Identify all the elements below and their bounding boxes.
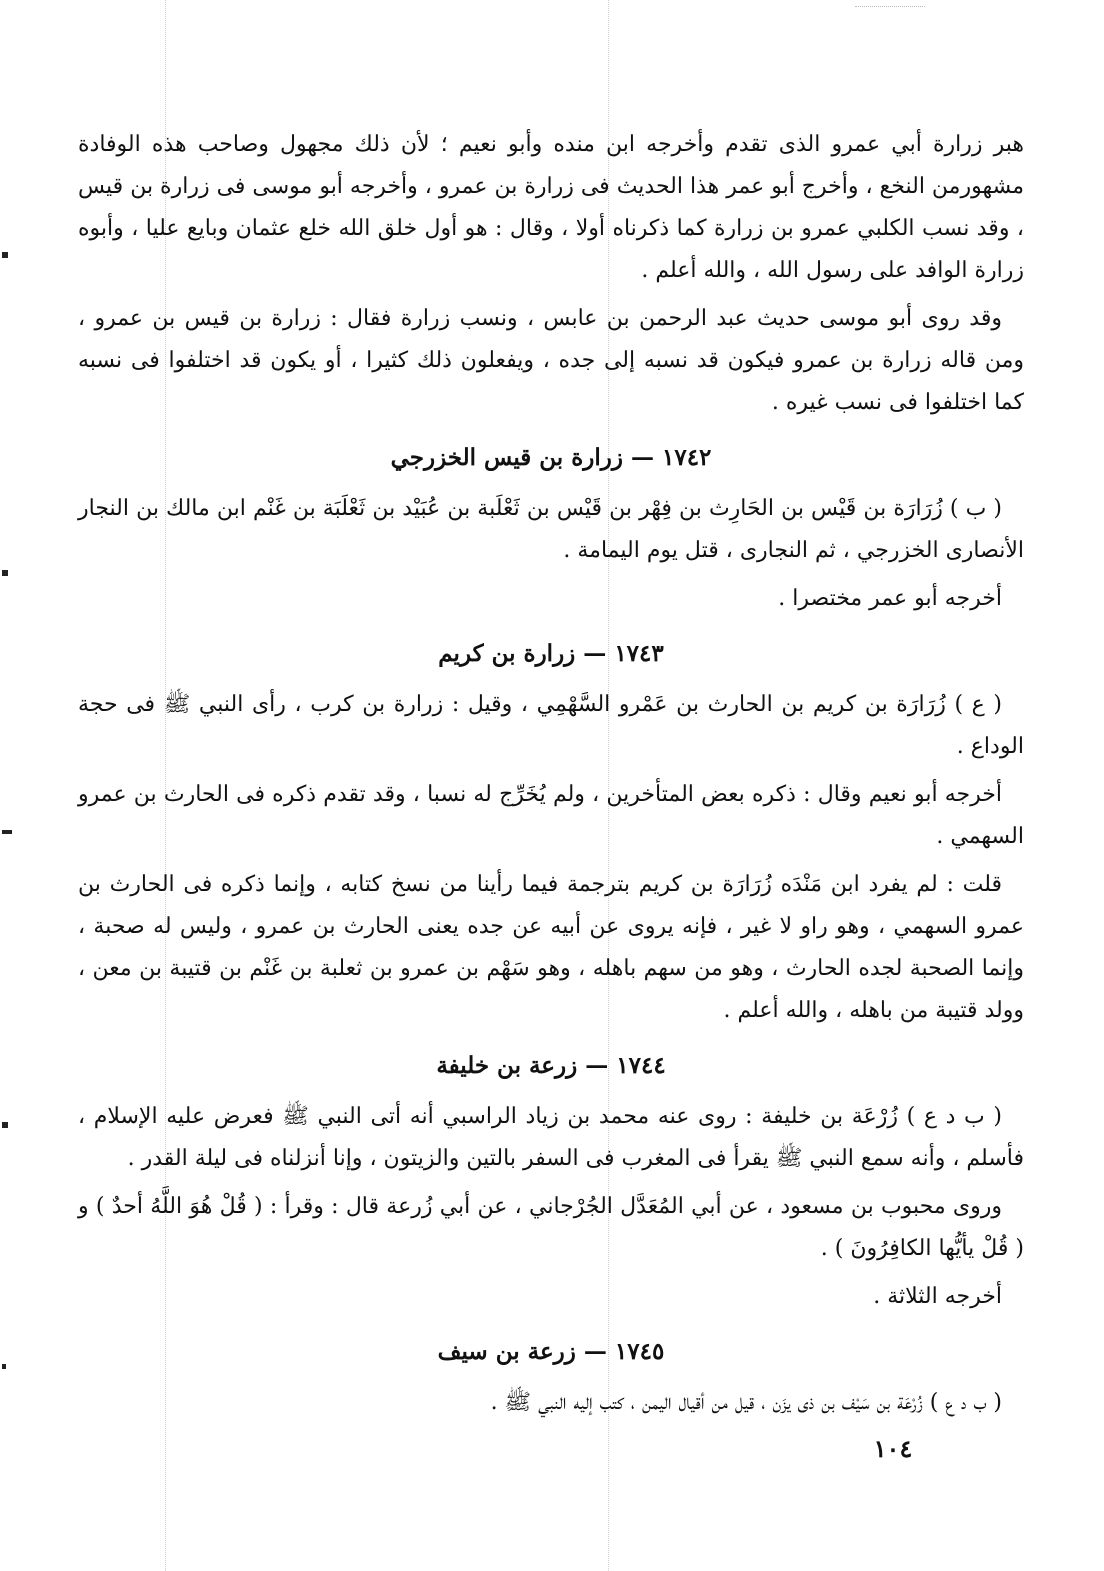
entry-heading-1742: ١٧٤٢ — زرارة بن قيس الخزرجي	[390, 444, 712, 471]
margin-mark	[2, 570, 8, 576]
entry-heading-1744: ١٧٤٤ — زرعة بن خليفة	[436, 1052, 666, 1079]
paragraph-1744-source: أخرجه الثلاثة .	[873, 1284, 1002, 1309]
paragraph-1743-lineage: ( ع ) زُرَارَة بن كريم بن الحارث بن عَمْرو السَّهْمِي ، وقيل : زرارة بن كرب ، رأى النبي ﷺ فى حجة الوداع .	[78, 692, 1024, 759]
paragraph-1744-narration: ( ب د ع ) زُرْعَة بن خليفة : روى عنه محمد بن زياد الراسبي أنه أتى النبي ﷺ فعرض عليه الإسلام ، فأسلم ، وأنه سمع النبي ﷺ يقرأ فى المغرب فى السفر بالتين والزيتون ، وإنا أنزلناه فى ليلة القدر .	[78, 1104, 1024, 1171]
paragraph-1742-source: أخرجه أبو عمر مختصرا .	[778, 586, 1002, 611]
paragraph-1745-lineage: ( ب د ع ) زُرْعَة بن سَيْف بن ذى يزَن ، قيل من أقيال اليمن ، كتب إليه النبي ﷺ .	[490, 1390, 1002, 1415]
entry-heading-1745: ١٧٤٥ — زرعة بن سيف	[437, 1338, 665, 1365]
paragraph-1742-lineage: ( ب ) زُرَارَة بن قَيْس بن الحَارِث بن فِهْر بن قَيْس بن ثَعْلَبة بن عُبَيْد بن ثَعْلَبَة بن غَنْم ابن مالك بن النجار الأنصارى الخزرجي ، ثم النجارى ، قتل يوم اليمامة .	[78, 496, 1024, 563]
paragraph-1743-source: أخرجه أبو نعيم وقال : ذكره بعض المتأخرين ، ولم يُخَرِّج له نسبا ، وقد تقدم ذكره فى الحارث بن عمرو السهمي .	[78, 782, 1024, 849]
paragraph-zurara-abi-amr: هبر زرارة أبي عمرو الذى تقدم وأخرجه ابن منده وأبو نعيم ؛ لأن ذلك مجهول وصاحب هذه الوفادة مشهورمن النخع ، وأخرج أبو عمر هذا الحديث فى زرارة بن عمرو ، وأخرجه أبو موسى فى زرارة بن قيس ، وقد نسب الكلبي عمرو بن زرارة كما ذكرناه أولا ، وقال : هو أول خلق الله خلع عثمان وبايع عليا ، وأبوه زرارة الوافد على رسول الله ، والله أعلم .	[78, 132, 1024, 283]
paragraph-1744-second-narration: وروى محبوب بن مسعود ، عن أبي المُعَدَّل الجُرْجاني ، عن أبي زُرعة قال : وقرأ : ( قُلْ هُوَ اللَّهُ أحدٌ ) و ( قُلْ يأيُّها الكافِرُونَ ) .	[78, 1194, 1024, 1261]
margin-mark	[2, 830, 12, 834]
margin-mark	[2, 252, 8, 258]
paragraph-1743-note: قلت : لم يفرد ابن مَنْدَه زُرَارَة بن كريم بترجمة فيما رأينا من نسخ كتابه ، وإنما ذكره فى الحارث بن عمرو السهمي ، وهو راو لا غير ، فإنه يروى عن أبيه عن جده يعنى الحارث بن عمرو ، وليس له صحبة ، وإنما الصحبة لجده الحارث ، وهو من سهم باهله ، وهو سَهْم بن عمرو بن ثعلبة بن غَنْم بن قتيبة بن معن ، وولد قتيبة من باهله ، والله أعلم .	[78, 872, 1024, 1023]
page-number: ١٠٤	[873, 1434, 913, 1463]
margin-mark	[2, 1122, 8, 1128]
entry-heading-1743: ١٧٤٣ — زرارة بن كريم	[438, 640, 664, 667]
margin-mark	[2, 1364, 6, 1369]
page-body	[78, 124, 1024, 1430]
paragraph-abu-musa-hadith: وقد روى أبو موسى حديث عبد الرحمن بن عابس ، ونسب زرارة فقال : زرارة بن قيس بن عمرو ، ومن قاله زرارة بن عمرو فيكون قد نسبه إلى جده ، ويفعلون ذلك كثيرا ، أو يكون قد اختلفوا فى نسبه كما اختلفوا فى نسب غيره .	[78, 306, 1024, 415]
scan-top-rule	[855, 6, 925, 7]
